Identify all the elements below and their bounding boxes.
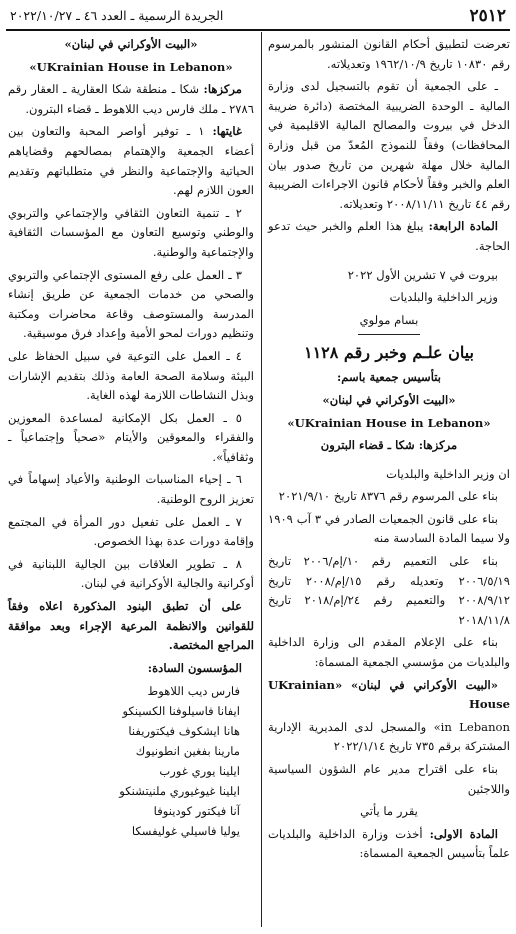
founder-name: ايفانا فاسيلوفنا الكسينكو [122, 704, 240, 719]
paragraph: بناء على اقتراح مدير عام الشؤون السياسية واللاجئين [268, 762, 510, 796]
goal-item: ٨ ـ تطوير العلاقات بين الجالية اللبنانية في أوكرانية والجالية الأوكرانية في لبنان. [8, 556, 254, 591]
headquarters [8, 80, 254, 119]
goal-item: ١ ـ توفير أواصر المحبة والتعاون بين أعضاء الجمعية والإهتمام بمصالحهم وقضاياهم الحياتية والإجتماعية والنظر في متطلباتهم وتقديم العون اللازم لهم. [8, 124, 254, 198]
goal-item: ٧ ـ العمل على تفعيل دور المرأة في المجتمع وإقامة دورات عدة بهذا الخصوص. [8, 514, 254, 549]
goal-item: ٢ ـ تنمية التعاون الثقافي والإجتماعي والتربوي والوطني وتوسيع التعاون مع المؤسسات الثقافية والإجتماعية والوطنية. [8, 205, 254, 259]
header-rule [6, 29, 510, 31]
goal-item: ٤ ـ العمل على التوعية في سبيل الحفاظ على البيئة وسلامة الصحة العامة وذلك بتقديم الإشارات وبذل النشاطات اللازمة لهذه الغاية. [8, 348, 254, 403]
founding-line: بتأسيس جمعية باسم: [337, 370, 441, 385]
paragraph: بناء على الإعلام المقدم الى وزارة الداخلية والبلديات من مؤسسي الجمعية المسماة: [268, 635, 510, 670]
founder-name: فارس ديب اللاهوط [147, 684, 240, 699]
date-line: بيروت في ٧ تشرين الأول ٢٠٢٢ [347, 267, 498, 282]
paragraph: ـ على الجمعية أن تقوم بالتسجيل لدى وزارة المالية ـ الوحدة الضريبية المختصة (دائرة ضريبة الدخل في بيروت والمصالح المالية الاقليمية في المحافظات) وفقاً للنموذج المُعدّ من قبل وزارة المالية خلال مهلة شهرين من تاريخ صدور بيان العلم والخبر وفقاً لأحكام قانون الاجراءات الضريبية رقم ٤٤ تاريخ ٢٠٠٨/١١/١١ وتعديلاته. [268, 79, 510, 211]
paragraph: بناء على المرسوم رقم ٨٣٧٦ تاريخ ٢٠٢١/٩/١٠ [278, 489, 498, 504]
closing-statement: على أن تطبق البنود المذكورة اعلاه وفقاً للقوانين والانظمة المرعية الإجراء وبعد موافقة المراجع المختصة. [8, 599, 254, 653]
paragraph: تعرضت لتطبيق أحكام القانون المنشور بالمرسوم رقم ١٠٨٣٠ تاريخ ١٩٦٢/١٠/٩ وتعديلاته. [268, 37, 510, 71]
association-name-ar: «البيت الأوكراني في لبنان» [64, 37, 198, 51]
hq-label: مركزها: [203, 82, 242, 97]
right-column [268, 35, 510, 867]
paragraph: ان وزير الداخلية والبلديات [386, 466, 510, 481]
page-number: ٢٥١٢ [469, 6, 506, 26]
association-name-ar: «البيت الأوكراني في لبنان» [322, 392, 456, 407]
association-reference-1: «البيت الأوكراني في لبنان» «UKrainian House [268, 677, 510, 712]
goal-item: ٥ ـ العمل بكل الإمكانية لمساعدة المعوزين والفقراء والمعوقين والأيتام «صحياً وإجتماعياً ـ وثقافياً». [8, 410, 254, 464]
goal-item: ٣ ـ العمل على رفع المستوى الإجتماعي والتربوي والصحي من خدمات الجمعية عن طريق إنشاء المدرسة والمستوصف وقاعة محاضرات ومكتبة وتنظيم دورات لمحو الأمية وإعداد فرق موسيقية. [8, 267, 254, 341]
founder-name: ايلينا يوري غورب [159, 764, 240, 779]
signature-name: بسام مولوي [359, 312, 419, 327]
article-label: المادة الرابعة: [428, 219, 499, 234]
founder-name: هانا ايشكوف فيكتوريفنا [128, 724, 240, 739]
notice-title: بيان علـم وخبر رقم ١١٢٨ [303, 343, 475, 363]
founders-list [8, 681, 254, 841]
founder-name: يوليا فاسيلي غوليفسكا [131, 824, 240, 839]
goal-item: ٦ ـ إحياء المناسبات الوطنية والأعياد إسهاماً في تعزيز الروح الوطنية. [8, 472, 254, 507]
decides-heading: يقرر ما يأتي [360, 804, 418, 819]
paragraph: بناء على التعميم رقم ١٠/إم/٢٠٠٦ تاريخ ٢٠٠٦/٥/١٩ وتعديله رقم ١٥/إم/٢٠٠٨ تاريخ ٢٠٠٨/٩/١٢ والتعميم رقم ٢٤/إم/٢٠١٨ تاريخ ٢٠١٨/١١/٨ [268, 554, 510, 627]
column-separator [261, 32, 262, 927]
section-divider [358, 334, 420, 335]
article-text: يبلغ هذا العلم والخبر حيث تدعو الحاجة. [268, 219, 510, 253]
minister-title: وزير الداخلية والبلديات [389, 290, 498, 305]
founder-name: آنا فيكتور كودينوفا [153, 804, 240, 819]
association-name-en: «UKrainian House in Lebanon» [29, 59, 233, 74]
journal-issue: الجريدة الرسمية ـ العدد ٤٦ ـ ٢٠٢٢/١٠/٢٧ [10, 8, 224, 23]
founder-name: مارينا بفغين انطونيوك [135, 744, 240, 759]
goals-label: غايتها: [212, 124, 242, 139]
article-label: المادة الاولى: [429, 826, 499, 841]
paragraph: بناء على قانون الجمعيات الصادر في ٣ آب ١٩٠٩ ولا سيما المادة السادسة منه [268, 511, 510, 546]
headquarters: مركزها: شكا ـ قضاء البترون [320, 438, 458, 453]
article-4 [268, 217, 510, 256]
article-text: أخذت وزارة الداخلية والبلديات علماً بتأسيس الجمعية المسماة: [268, 826, 510, 861]
founders-label: المؤسسون السادة: [147, 660, 242, 675]
association-name-en: «UKrainian House in Lebanon» [287, 415, 491, 430]
hq-text: شكا ـ منطقة شكا العقارية ـ العقار رقم ٢٧٨٦ ـ ملك فارس ديب اللاهوط ـ قضاء البترون. [8, 82, 254, 116]
article-1 [268, 825, 510, 864]
goals [8, 122, 254, 200]
page-header [6, 6, 510, 28]
founder-name: ايلينا غيوغيوري ملنيتشنكو [119, 784, 240, 799]
association-reference-2: in Lebanon» والمسجل لدى المديرية الإدارية المشتركة برقم ٧٣٥ تاريخ ٢٠٢٢/١/١٤ [268, 719, 510, 754]
left-column [8, 35, 254, 841]
